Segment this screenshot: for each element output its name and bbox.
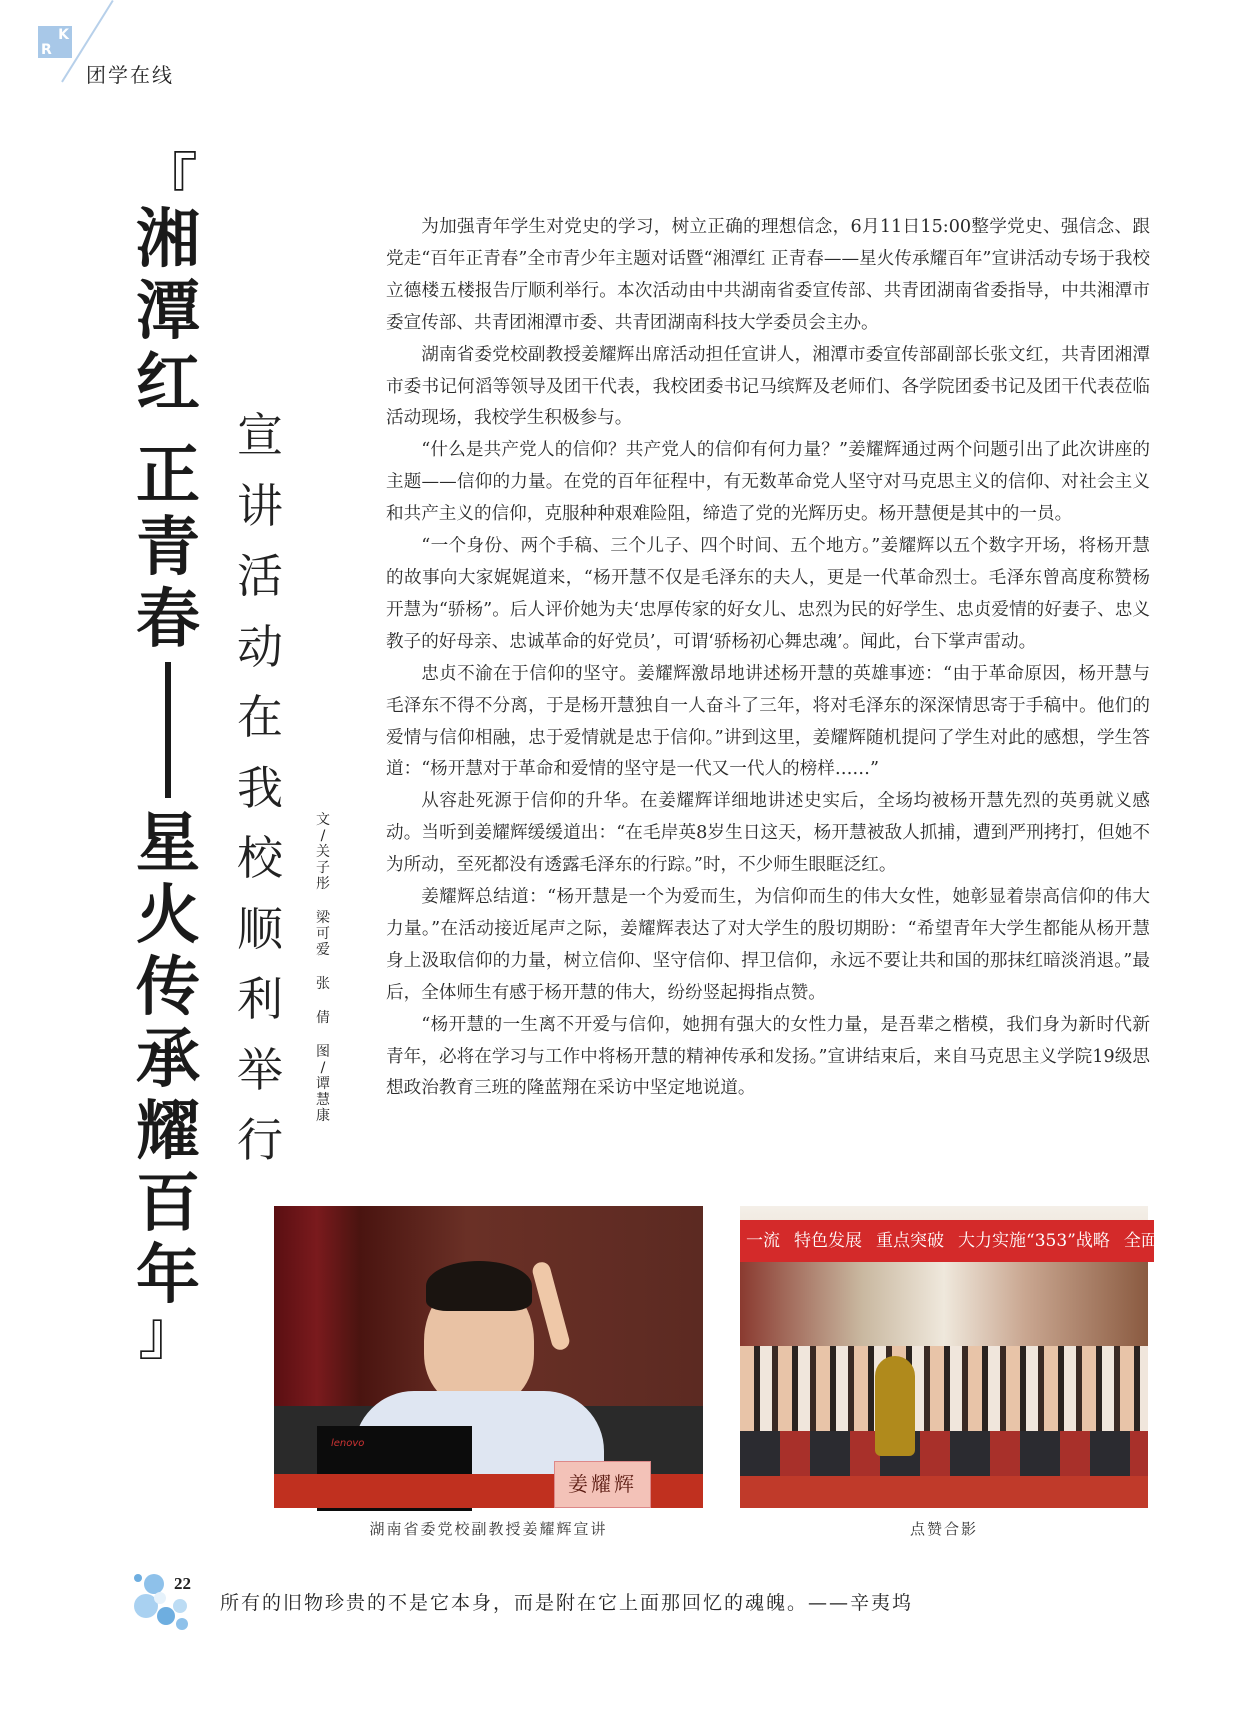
subtitle-char: 举: [237, 1042, 283, 1097]
byline-char: /: [320, 1060, 326, 1076]
photo-speaker: [274, 1206, 703, 1508]
byline-name: [313, 910, 333, 958]
paragraph: 为加强青年学生对党史的学习，树立正确的理想信念，6月11日15:00整学党史、强信念、跟党走“百年正青春”全市青少年主题对话暨“湘潭红 正青春——星火传承耀百年”宣讲活动专场于我校立德楼五楼报告厅顺利举行。本次活动由中共湖南省委宣传部、共青团湖南省委指导，中共湘潭市委宣传部、共青团湘潭市委、共青团湖南科技大学委员会主办。: [386, 217, 1150, 333]
subtitle-char: 我: [237, 760, 283, 815]
article-body: [386, 212, 1150, 1105]
page-number: 22: [174, 1574, 191, 1593]
article-title: [130, 147, 206, 1369]
byline: [313, 812, 333, 1142]
title-close-bracket: 』: [138, 1299, 198, 1369]
section-name: 团学在线: [86, 63, 174, 87]
paragraph: “什么是共产党人的信仰？共产党人的信仰有何力量？”姜耀辉通过两个问题引出了此次讲座的主题——信仰的力量。在党的百年征程中，有无数革命党人坚守对马克思主义的信仰、对社会主义和共产主义的信仰，克服种种艰难险阻，缔造了党的光辉历史。杨开慧便是其中的一员。: [386, 440, 1150, 525]
byline-char: 文: [316, 812, 330, 828]
title-char: 青: [136, 510, 200, 585]
banner-text: 特色发展: [794, 1231, 862, 1251]
subtitle-char: 讲: [237, 478, 283, 533]
audience: [740, 1346, 1148, 1436]
title-open-bracket: 『: [138, 147, 198, 217]
byline-char: 关: [316, 844, 330, 860]
byline-char: 谭: [316, 1076, 330, 1092]
byline-char: 倩: [316, 1010, 330, 1026]
photo-audience: [740, 1206, 1158, 1508]
banner-text: 一流: [746, 1231, 780, 1251]
subtitle-char: 宣: [237, 408, 283, 462]
byline-char: 康: [316, 1108, 330, 1124]
subtitle-char: 行: [237, 1113, 283, 1167]
title-char: 承: [136, 1022, 200, 1097]
article-subtitle: [230, 400, 290, 1176]
byline-char: 彤: [316, 876, 330, 892]
byline-char: 梁: [316, 910, 330, 926]
byline-char: 图: [316, 1044, 330, 1060]
byline-char: 张: [316, 976, 330, 992]
title-char: 百: [136, 1166, 200, 1241]
paragraph: 姜耀辉总结道：“杨开慧是一个为爱而生，为信仰而生的伟大女性，她彰显着崇高信仰的伟大力量。”在活动接近尾声之际，姜耀辉表达了对大学生的殷切期盼：“希望青年大学生都能从杨开慧身上汲取信仰的力量，树立信仰、坚守信仰、捍卫信仰，永远不要让共和国的那抹红暗淡消退。”最后，全体师生有感于杨开慧的伟大，纷纷竖起拇指点赞。: [386, 887, 1150, 1003]
byline-name: [313, 1044, 333, 1124]
subtitle-char: 在: [237, 690, 283, 744]
title-char: 正: [136, 438, 200, 513]
byline-char: 子: [316, 860, 330, 876]
title-char: 传: [136, 950, 200, 1025]
title-char: 红: [136, 346, 200, 421]
paragraph: “一个身份、两个手稿、三个儿子、四个时间、五个地方。”姜耀辉以五个数字开场，将杨开慧的故事向大家娓娓道来，“杨开慧不仅是毛泽东的夫人，更是一代革命烈士。毛泽东曾高度称赞杨开慧为“骄杨”。后人评价她为夫‘忠厚传家的好女儿、忠烈为民的好学生、忠贞爱情的好妻子、忠义教子的好母亲、忠诚革命的好党员’，可谓‘骄杨初心舞忠魂’。闻此，台下掌声雷动。: [386, 536, 1150, 652]
title-char: 耀: [136, 1094, 200, 1169]
subtitle-char: 活: [237, 549, 283, 603]
subtitle-char: 动: [237, 619, 283, 674]
title-char: 火: [136, 878, 200, 953]
title-char: 湘: [136, 202, 200, 277]
photo-caption: 点赞合影: [909, 1520, 978, 1538]
subtitle-char: 顺: [237, 901, 283, 956]
subtitle-char: 校: [237, 831, 283, 885]
laptop-brand: lenovo: [331, 1438, 365, 1449]
title-char: 春: [136, 582, 200, 657]
byline-name: [313, 812, 333, 892]
byline-char: /: [320, 828, 326, 844]
paragraph: 从容赴死源于信仰的升华。在姜耀辉详细地讲述史实后，全场均被杨开慧先烈的英勇就义感动。当听到姜耀辉缓缓道出：“在毛岸英8岁生日这天，杨开慧被敌人抓捕，遭到严刑拷打，但她不为所动，至死都没有透露毛泽东的行踪。”时，不少师生眼眶泛红。: [386, 791, 1150, 876]
paragraph: 湖南省委党校副教授姜耀辉出席活动担任宣讲人，湘潭市委宣传部副部长张文红，共青团湘潭市委书记何滔等领导及团干代表，我校团委书记马缤辉及老师们、各学院团委书记及团干代表莅临活动现场，我校学生积极参与。: [386, 344, 1150, 429]
title-char: 星: [136, 806, 200, 881]
title-char: 潭: [136, 274, 200, 349]
banner: [740, 1220, 1158, 1262]
subtitle-char: 利: [237, 972, 283, 1026]
nameplate: 姜耀辉: [554, 1461, 651, 1508]
photo-caption: 湖南省委党校副教授姜耀辉宣讲: [369, 1520, 608, 1538]
banner-text: 重点突破: [876, 1231, 944, 1251]
paragraph: “杨开慧的一生离不开爱与信仰，她拥有强大的女性力量，是吾辈之楷模，我们身为新时代新青年，必将在学习与工作中将杨开慧的精神传承和发扬。”宣讲结束后，来自马克思主义学院19级思想政治教育三班的隆蓝翔在采访中坚定地说道。: [386, 1014, 1150, 1099]
paragraph: 忠贞不渝在于信仰的坚守。姜耀辉激昂地讲述杨开慧的英雄事迹：“由于革命原因，杨开慧与毛泽东不得不分离，于是杨开慧独自一人奋斗了三年，将对毛泽东的深深情思寄于手稿中。他们的爱情与信仰相融，忠于爱情就是忠于信仰。”讲到这里，姜耀辉随机提问了学生对此的感想，学生答道：“杨开慧对于革命和爱情的坚守是一代又一代人的榜样……”: [386, 663, 1150, 780]
logo-letter-r: R: [41, 42, 52, 58]
title-char: 年: [136, 1238, 200, 1313]
banner-text: 全面: [1123, 1231, 1158, 1251]
byline-char: 可: [316, 926, 330, 942]
banner-text: 大力实施“353”战略: [958, 1231, 1110, 1251]
footer-quote: 所有的旧物珍贵的不是它本身，而是附在它上面那回忆的魂魄。——辛夷坞: [220, 1592, 914, 1614]
magazine-logo: [38, 26, 72, 58]
title-dash: [165, 662, 171, 798]
byline-name: [313, 1010, 333, 1026]
byline-char: 爱: [316, 942, 330, 958]
byline-name: [313, 976, 333, 992]
byline-char: 慧: [316, 1092, 330, 1108]
logo-letter-k: K: [58, 27, 69, 43]
